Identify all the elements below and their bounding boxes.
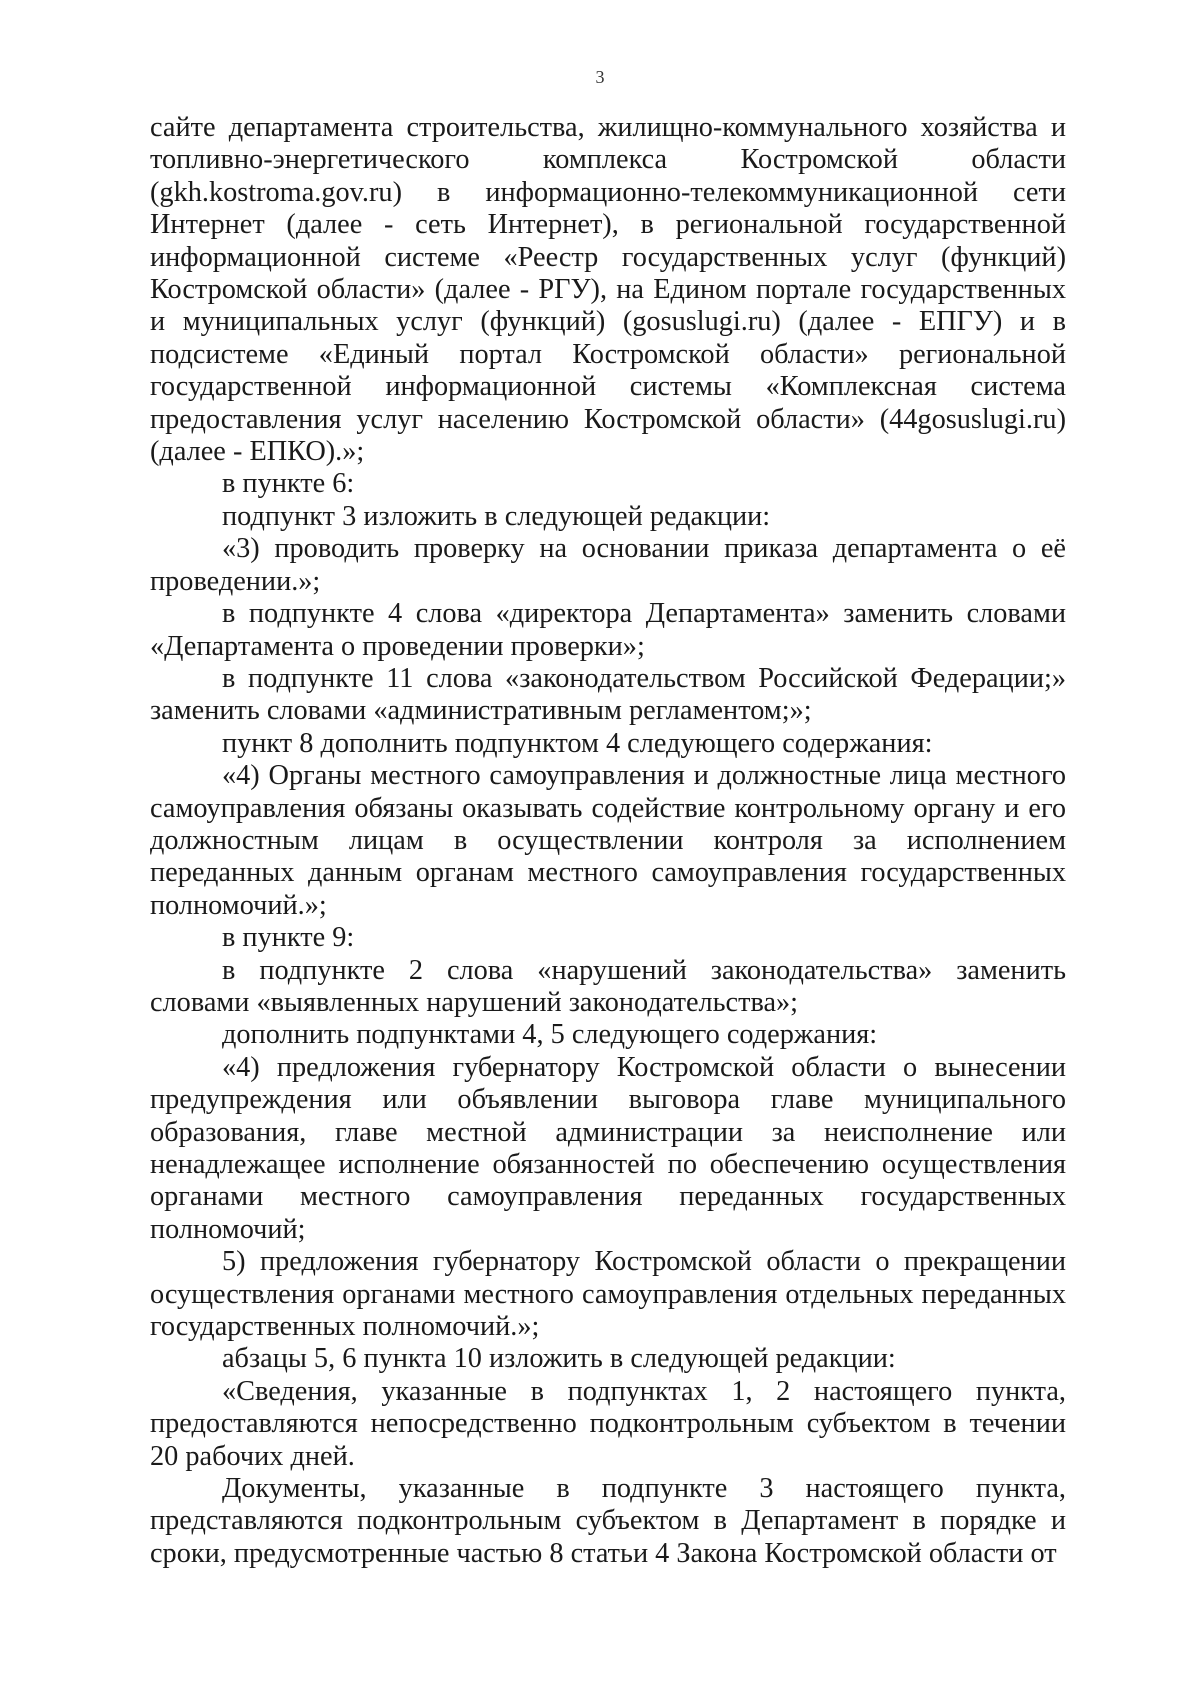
- paragraph: в подпункте 4 слова «директора Департамента» заменить словами «Департамента о проведении проверки»;: [150, 598, 1066, 662]
- paragraph: «4) Органы местного самоуправления и должностные лица местного самоуправления обязаны оказывать содействие контрольному органу и его должностным лицам в осуществлении контроля за исполнением переданных данным органам местного самоуправления государственных полномочий.»;: [150, 760, 1066, 921]
- paragraph: «4) предложения губернатору Костромской области о вынесении предупреждения или объявлении выговора главе муниципального образования, главе местной администрации за неисполнение или ненадлежащее исполнение обязанностей по обеспечению осуществления органами местного самоуправления переданных государственных полномочий;: [150, 1051, 1066, 1245]
- paragraph: «3) проводить проверку на основании приказа департамента о её проведении.»;: [150, 533, 1066, 597]
- paragraph: пункт 8 дополнить подпунктом 4 следующего содержания:: [222, 727, 933, 759]
- paragraph: дополнить подпунктами 4, 5 следующего содержания:: [222, 1019, 878, 1051]
- paragraph: в пункте 9:: [222, 922, 355, 954]
- paragraph: Документы, указанные в подпункте 3 настоящего пункта, представляются подконтрольным субъектом в Департамент в порядке и сроки, предусмотренные частью 8 статьи 4 Закона Костромской области от: [150, 1473, 1066, 1569]
- document-body: [150, 112, 1066, 1570]
- page-number: 3: [595, 67, 605, 87]
- paragraph: «Сведения, указанные в подпунктах 1, 2 настоящего пункта, предоставляются непосредственно подконтрольным субъектом в течении 20 рабочих дней.: [150, 1375, 1066, 1472]
- paragraph: в пункте 6:: [222, 468, 355, 500]
- paragraph: 5) предложения губернатору Костромской области о прекращении осуществления органами местного самоуправления отдельных переданных государственных полномочий.»;: [150, 1246, 1066, 1343]
- paragraph: сайте департамента строительства, жилищно-коммунального хозяйства и топливно-энергетического комплекса Костромской области (gkh.kostroma.gov.ru) в информационно-телекоммуникационной сети Интернет (далее - сеть Интернет), в региональной государственной информационной системе «Реестр государственных услуг (функций) Костромской области» (далее - РГУ), на Едином портале государственных и муниципальных услуг (функций) (gosuslugi.ru) (далее - ЕПГУ) и в подсистеме «Единый портал Костромской области» региональной государственной информационной системы «Комплексная система предоставления услуг населению Костромской области» (44gosuslugi.ru) (далее - ЕПКО).»;: [150, 112, 1066, 468]
- paragraph: в подпункте 2 слова «нарушений законодательства» заменить словами «выявленных нарушений законодательства»;: [150, 954, 1066, 1018]
- paragraph: подпункт 3 изложить в следующей редакции:: [222, 500, 771, 532]
- paragraph: в подпункте 11 слова «законодательством Российской Федерации;» заменить словами «административным регламентом;»;: [150, 662, 1066, 727]
- paragraph: абзацы 5, 6 пункта 10 изложить в следующей редакции:: [222, 1343, 896, 1375]
